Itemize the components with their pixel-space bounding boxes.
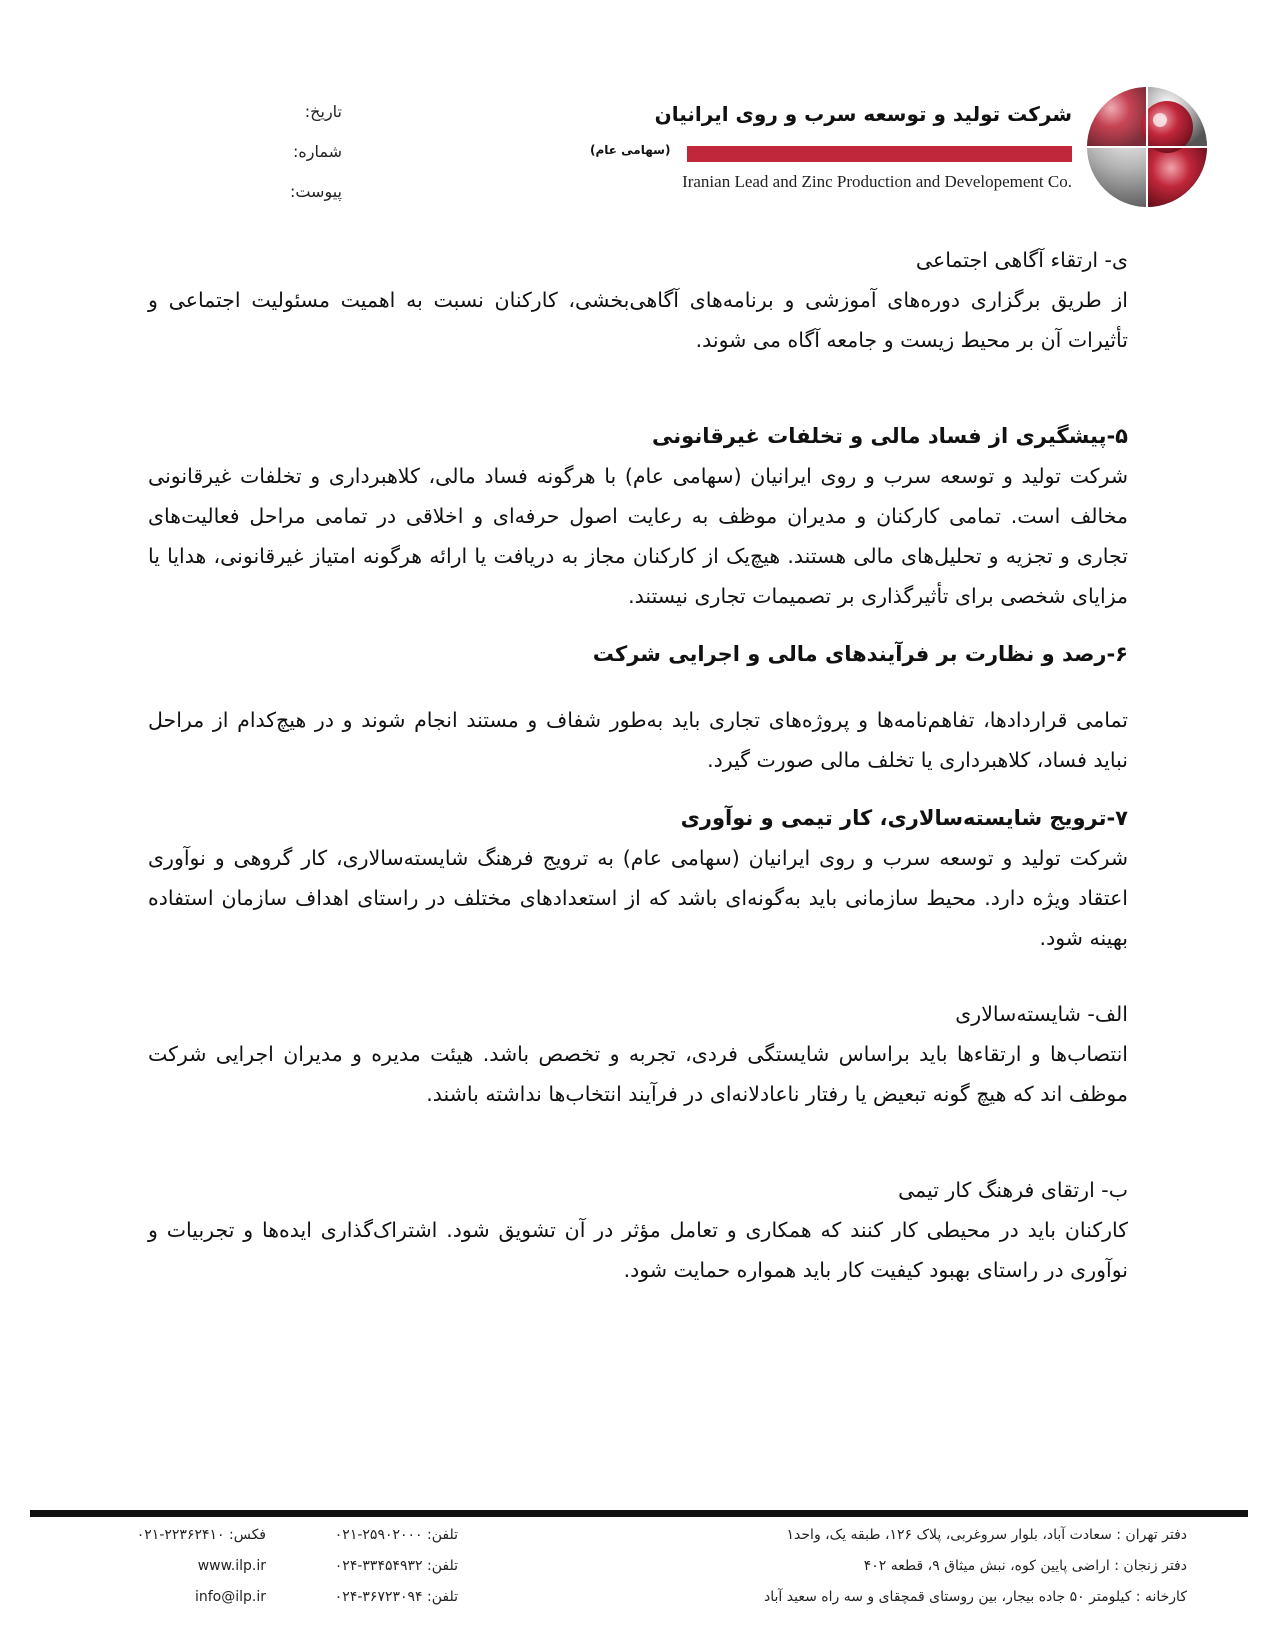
letter-meta-fields (262, 92, 342, 212)
section-heading-7: ۷-ترویج شایسته‌سالاری، کار تیمی و نوآوری (680, 806, 1128, 830)
email-link[interactable]: info@ilp.ir (194, 1589, 266, 1605)
subsection-heading-alef: الف- شایسته‌سالاری (955, 1002, 1128, 1026)
footer-divider (30, 1510, 1248, 1517)
website-link[interactable]: www.ilp.ir (197, 1558, 266, 1574)
subsection-heading-be: ب- ارتقای فرهنگ کار تیمی (898, 1178, 1128, 1202)
subsection-heading-ye: ی- ارتقاء آگاهی اجتماعی (915, 248, 1128, 272)
section-text-5: شرکت تولید و توسعه سرب و روی ایرانیان (سهامی عام) با هرگونه فساد مالی، کلاهبرداری و تخلفات غیرقانونی مخالف است. تمامی کارکنان و مدیران موظف به رعایت اصول حرفه‌ای و اخلاقی در تمامی مراحل فعالیت‌های تجاری و تجزیه و تحلیل‌های مالی هستند. هیچ‌یک از کارکنان مجاز به دریافت یا ارائه هرگونه امتیاز غیرقانونی، هدایا یا مزایای شخصی برای تأثیرگذاری بر تصمیمات تجاری نیستند. (148, 464, 1128, 608)
company-name-en: Iranian Lead and Zinc Production and Developement Co. (682, 172, 1072, 191)
letter-body (148, 240, 1128, 1290)
footer-contacts (86, 1520, 266, 1613)
phone-factory: تلفن: ۳۶۷۲۳۰۹۴-۰۲۴ (334, 1589, 458, 1605)
phone-tehran: تلفن: ۲۵۹۰۲۰۰۰-۰۲۱ (334, 1527, 458, 1543)
brand-red-bar (687, 146, 1072, 162)
subsection-text-ye: از طریق برگزاری دوره‌های آموزشی و برنامه‌های آگاهی‌بخشی، کارکنان نسبت به اهمیت مسئولیت اجتماعی و تأثیرات آن بر محیط زیست و جامعه آگاه می شوند. (148, 288, 1128, 352)
fax-number: فکس: ۲۲۳۶۲۴۱۰-۰۲۱ (136, 1527, 266, 1543)
subsection-text-be: کارکنان باید در محیطی کار کنند که همکاری و تعامل مؤثر در آن تشویق شود. اشتراک‌گذاری ایده‌ها و تجربیات و نوآوری در راستای بهبود کیفیت کار باید همواره حمایت شود. (148, 1218, 1128, 1282)
footer-addresses (764, 1520, 1187, 1613)
subsection-text-alef: انتصاب‌ها و ارتقاءها باید براساس شایستگی فردی، تجربه و تخصص باشد. هیئت مدیره و مدیران اجرایی شرکت موظف اند که هیچ گونه تبعیض یا رفتار ناعادلانه‌ای در فرآیند انتخاب‌ها نداشته باشند. (148, 1042, 1128, 1106)
letterhead (0, 0, 1275, 220)
letter-footer (0, 1520, 1275, 1630)
footer-phones (288, 1520, 458, 1613)
section-text-6: تمامی قراردادها، تفاهم‌نامه‌ها و پروژه‌های تجاری باید به‌طور شفاف و مستند انجام شوند و در هیچ‌کدام از مراحل نباید فساد، کلاهبرداری یا تخلف مالی صورت گیرد. (148, 708, 1128, 772)
section-text-7: شرکت تولید و توسعه سرب و روی ایرانیان (سهامی عام) به ترویج فرهنگ شایسته‌سالاری، کار گروهی و نوآوری اعتقاد ویژه دارد. محیط سازمانی باید به‌گونه‌ای باشد که از استعدادهای مختلف در راستای اهداف سازمان استفاده بهینه شود. (148, 846, 1128, 950)
attachment-label: پیوست: (289, 182, 342, 201)
number-label: شماره: (292, 142, 342, 161)
company-logo-icon (1082, 82, 1212, 212)
date-label: تاریخ: (304, 102, 342, 121)
section-heading-5: ۵-پیشگیری از فساد مالی و تخلفات غیرقانونی (652, 424, 1128, 448)
address-tehran: دفتر تهران : سعادت آباد، بلوار سروغربی، پلاک ۱۲۶، طبقه یک، واحد۱ (786, 1527, 1187, 1543)
company-type-fa: (سهامی عام) (590, 143, 671, 157)
company-name-block (590, 96, 1080, 206)
section-heading-6: ۶-رصد و نظارت بر فرآیندهای مالی و اجرایی شرکت (592, 642, 1128, 666)
address-zanjan: دفتر زنجان : اراضی پایین کوه، نبش میثاق ۹، قطعه ۴۰۲ (863, 1558, 1187, 1574)
phone-zanjan: تلفن: ۳۳۴۵۴۹۳۲-۰۲۴ (334, 1558, 458, 1574)
company-name-fa: شرکت تولید و توسعه سرب و روی ایرانیان (654, 102, 1072, 126)
address-factory: کارخانه : کیلومتر ۵۰ جاده بیجار، بین روستای قمچقای و سه راه سعید آباد (764, 1589, 1187, 1605)
